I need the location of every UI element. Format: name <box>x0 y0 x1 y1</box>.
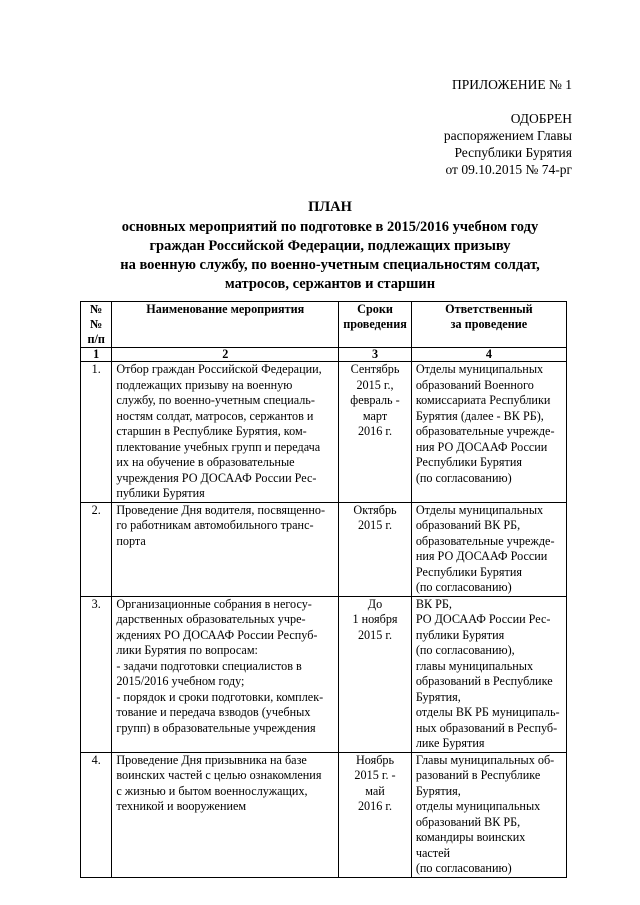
approved-label: ОДОБРЕН <box>510 111 572 126</box>
row-responsible: Отделы муниципальных образований Военного комиссариата Республики Бурятия (далее - ВК РБ), образовательные учрежде- ния РО ДОСААФ России Республики Бурятия (по согласованию) <box>411 362 566 503</box>
date-number-label: от 09.10.2015 № 74-рг <box>445 162 572 177</box>
row-responsible: ВК РБ, РО ДОСААФ России Рес- публики Бурятия (по согласованию), главы муниципальных образований в Республике Бурятия, отделы ВК РБ муниципаль- ных образований в Респуб- лике Бурятия <box>411 596 566 752</box>
plan-table <box>80 301 567 878</box>
order-label: распоряжением Главы <box>443 128 572 143</box>
index-cell: 2 <box>112 348 339 362</box>
table-row <box>81 752 567 877</box>
table-row <box>81 362 567 503</box>
republic-label: Республики Бурятия <box>454 145 572 160</box>
row-date: Октябрь 2015 г. <box>339 502 412 596</box>
header-resp: Ответственный за проведение <box>411 302 566 348</box>
row-activity: Проведение Дня призывника на базе воинских частей с целью ознакомления с жизнью и бытом военнослужащих, техникой и вооружением <box>112 752 339 877</box>
row-date: До 1 ноября 2015 г. <box>339 596 412 752</box>
table-row <box>81 502 567 596</box>
table-header-row <box>81 302 567 348</box>
title-line-2: граждан Российской Федерации, подлежащих призыву <box>149 238 511 254</box>
row-date: Сентябрь 2015 г., февраль - март 2016 г. <box>339 362 412 503</box>
title-line-4: матросов, сержантов и старшин <box>224 276 436 292</box>
row-number: 1. <box>81 362 112 503</box>
row-responsible: Отделы муниципальных образований ВК РБ, образовательные учрежде- ния РО ДОСААФ России Республики Бурятия (по согласованию) <box>411 502 566 596</box>
header-date: Сроки проведения <box>339 302 412 348</box>
row-number: 4. <box>81 752 112 877</box>
title-line-1: основных мероприятий по подготовке в 2015/2016 учебном году <box>121 219 539 235</box>
approval-block <box>444 76 572 178</box>
index-cell: 4 <box>411 348 566 362</box>
table-index-row <box>81 348 567 362</box>
row-activity: Отбор граждан Российской Федерации, подлежащих призыву на военную службу, по военно-учетным специаль- ностям солдат, матросов, сержантов и старшин в Республике Бурятия, ком- плектование учебных групп и передача их на обучение в образовательные учреждения РО ДОСААФ России Рес- публики Бурятия <box>112 362 339 503</box>
header-num: №№ п/п <box>81 302 112 348</box>
document-title <box>80 198 580 294</box>
row-activity: Организационные собрания в негосу- дарственных образовательных учре- ждениях РО ДОСААФ России Респуб- лики Бурятия по вопросам: - задачи подготовки специалистов в 2015/2016 учебном году; - порядок и сроки подготовки, комплек- тование и передача взводов (учебных групп) в образовательные учреждения <box>112 596 339 752</box>
row-date: Ноябрь 2015 г. - май 2016 г. <box>339 752 412 877</box>
plan-heading: ПЛАН <box>308 199 352 215</box>
table-row <box>81 596 567 752</box>
title-line-3: на военную службу, по военно-учетным специальностям солдат, <box>120 257 540 273</box>
index-cell: 1 <box>81 348 112 362</box>
row-activity: Проведение Дня водителя, посвященно- го работникам автомобильного транс- порта <box>112 502 339 596</box>
appendix-label: ПРИЛОЖЕНИЕ № 1 <box>451 77 572 92</box>
row-number: 2. <box>81 502 112 596</box>
row-number: 3. <box>81 596 112 752</box>
header-name: Наименование мероприятия <box>112 302 339 348</box>
index-cell: 3 <box>339 348 412 362</box>
row-responsible: Главы муниципальных об- разований в Республике Бурятия, отделы муниципальных образований ВК РБ, командиры воинских частей (по согласованию) <box>411 752 566 877</box>
